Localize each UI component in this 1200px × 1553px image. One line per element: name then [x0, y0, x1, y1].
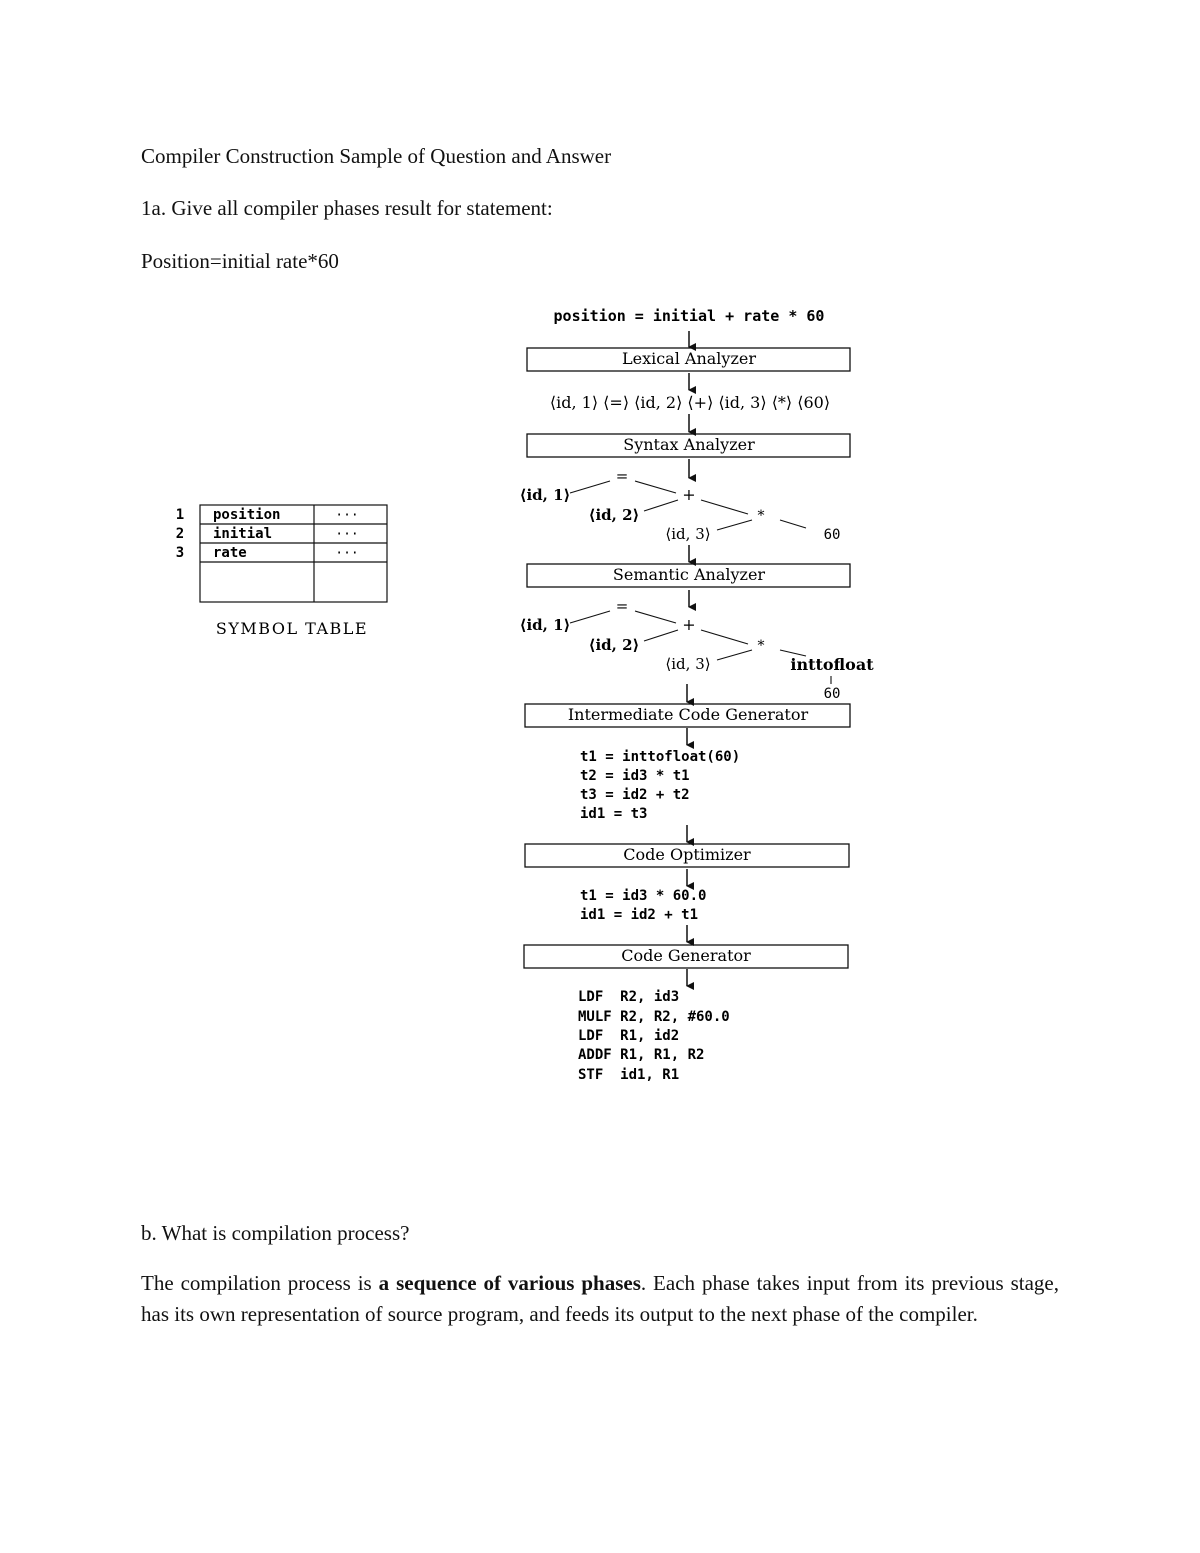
answer-part-1: The compilation process is	[141, 1271, 379, 1295]
intermediate-code-line: t2 = id3 * t1	[580, 768, 690, 784]
symbol-table-row-number: 3	[175, 545, 185, 561]
target-code-line: ADDF R1, R1, R2	[578, 1047, 705, 1063]
intermediate-code-generator-label: Intermediate Code Generator	[567, 705, 809, 724]
tree1-id3: ⟨id, 3⟩	[665, 525, 711, 543]
tree1-sixty: 60	[823, 527, 841, 543]
symbol-table-name: initial	[213, 526, 273, 542]
tree2-eq: =	[615, 597, 629, 615]
syntax-analyzer-label: Syntax Analyzer	[623, 435, 755, 454]
lexical-analyzer-label: Lexical Analyzer	[621, 349, 757, 368]
intermediate-code-line: id1 = t3	[580, 806, 648, 822]
symbol-table-attr: ···	[335, 546, 359, 561]
intermediate-code	[580, 749, 740, 822]
target-code	[578, 989, 730, 1083]
target-code-line: LDF R2, id3	[578, 989, 680, 1005]
symbol-table-name: rate	[213, 545, 247, 561]
target-code-line: STF id1, R1	[578, 1067, 680, 1083]
optimized-code-line: id1 = id2 + t1	[580, 907, 699, 923]
tree2-id1: ⟨id, 1⟩	[519, 616, 571, 634]
source-statement: position = initial + rate * 60	[553, 307, 825, 325]
tree2-id3: ⟨id, 3⟩	[665, 655, 711, 673]
tree1-star: *	[757, 508, 765, 524]
symbol-table-attr: ···	[335, 527, 359, 542]
symbol-table-name: position	[213, 507, 281, 523]
question-1b: b. What is compilation process?	[141, 1221, 410, 1245]
code-generator-label: Code Generator	[621, 946, 751, 965]
semantic-tree	[520, 597, 875, 702]
tree1-plus: +	[682, 485, 696, 504]
token-stream: ⟨id, 1⟩ ⟨=⟩ ⟨id, 2⟩ ⟨+⟩ ⟨id, 3⟩ ⟨*⟩ ⟨60⟩	[549, 393, 831, 412]
semantic-analyzer-label: Semantic Analyzer	[612, 565, 766, 584]
symbol-table-row-number: 2	[175, 526, 185, 542]
tree2-star: *	[757, 638, 765, 654]
target-code-line: LDF R1, id2	[578, 1028, 680, 1044]
syntax-tree	[520, 467, 841, 543]
symbol-table	[176, 505, 387, 638]
optimized-code-line: t1 = id3 * 60.0	[580, 888, 707, 904]
symbol-table-attr: ···	[335, 508, 359, 523]
tree1-eq: =	[615, 467, 629, 485]
tree1-id2: ⟨id, 2⟩	[588, 506, 640, 524]
tree2-id2: ⟨id, 2⟩	[588, 636, 640, 654]
optimized-code	[580, 888, 706, 923]
tree2-plus: +	[682, 615, 696, 634]
symbol-table-row-number: 1	[175, 507, 185, 523]
intermediate-code-line: t3 = id2 + t2	[580, 787, 690, 803]
code-optimizer-label: Code Optimizer	[623, 845, 751, 864]
intermediate-code-line: t1 = inttofloat(60)	[580, 749, 741, 765]
document-title: Compiler Construction Sample of Question and Answer	[141, 144, 612, 168]
tree1-id1: ⟨id, 1⟩	[519, 486, 571, 504]
tree2-inttofloat: inttofloat	[790, 655, 874, 674]
symbol-table-caption: SYMBOL TABLE	[215, 619, 369, 638]
question-1a: 1a. Give all compiler phases result for statement:	[141, 196, 553, 220]
statement-text: Position=initial rate*60	[141, 249, 339, 273]
target-code-line: MULF R2, R2, #60.0	[578, 1009, 730, 1025]
answer-part-2: . Each phase takes input from its previous stage, has its own representation of source program, and feeds its output to the next phase of the compiler.	[141, 1271, 1059, 1326]
answer-bold: a sequence of various phases	[378, 1271, 641, 1295]
tree2-sixty: 60	[823, 686, 841, 702]
